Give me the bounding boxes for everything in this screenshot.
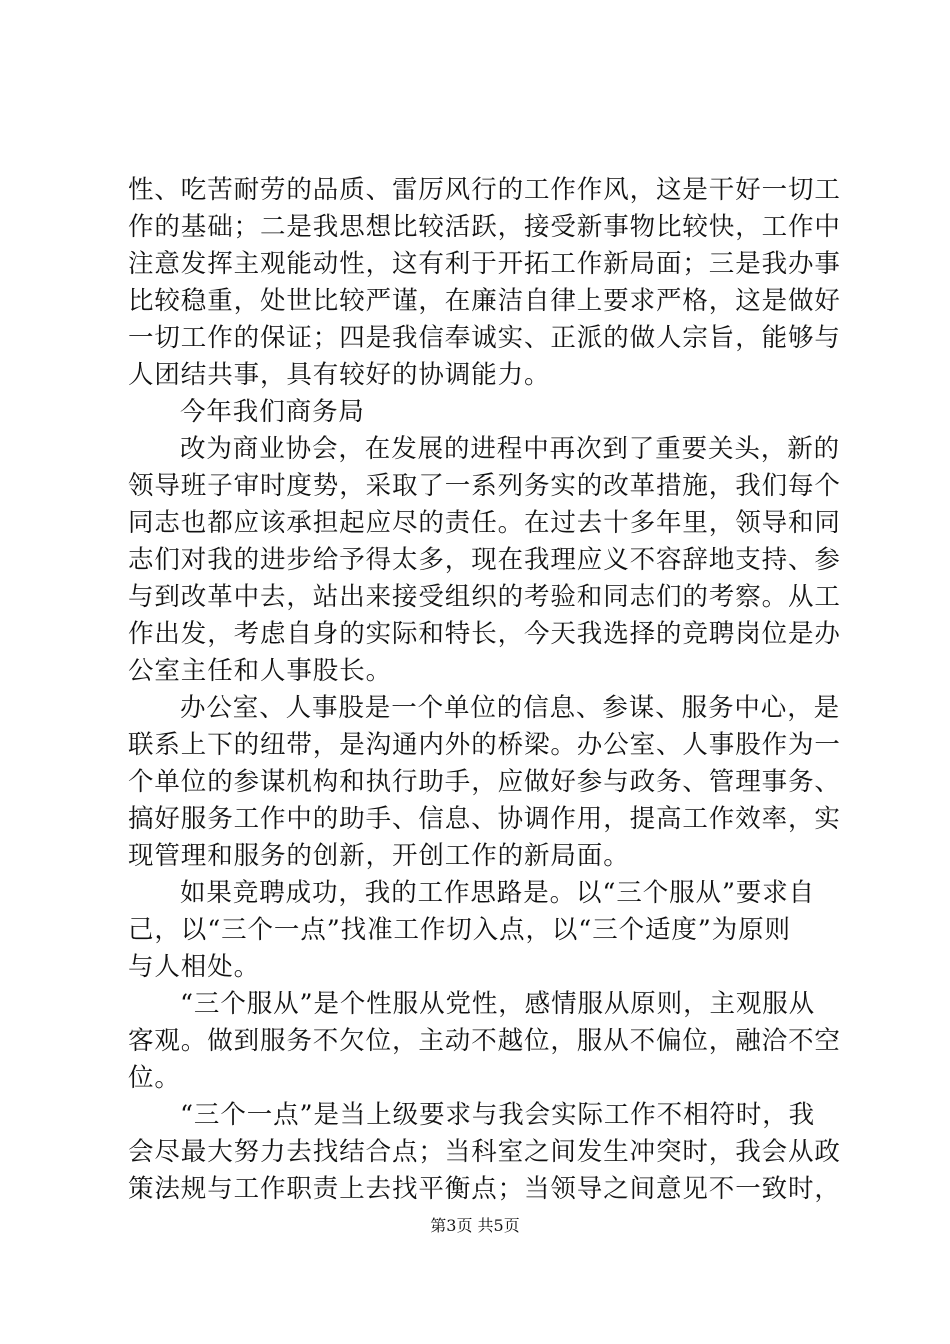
text-line-16: 联系上下的纽带，是沟通内外的桥梁。办公室、人事股作为一	[128, 730, 841, 760]
text-line-21: 己，以“三个一点”找准工作切入点，以“三个适度”为原则	[128, 915, 791, 945]
text-line-3: 注意发挥主观能动性，这有利于开拓工作新局面；三是我办事	[128, 249, 841, 279]
text-line-20: 如果竞聘成功，我的工作思路是。以“三个服从”要求自	[180, 878, 816, 908]
text-line-17: 个单位的参谋机构和执行助手，应做好参与政务、管理事务、	[128, 767, 841, 797]
text-line-14: 公室主任和人事股长。	[128, 656, 393, 686]
text-line-12: 与到改革中去，站出来接受组织的考验和同志们的考察。从工	[128, 582, 841, 612]
text-line-10: 同志也都应该承担起应尽的责任。在过去十多年里，领导和同	[128, 508, 841, 538]
text-line-2: 作的基础；二是我思想比较活跃，接受新事物比较快，工作中	[128, 212, 841, 242]
text-line-5: 一切工作的保证；四是我信奉诚实、正派的做人宗旨，能够与	[128, 323, 841, 353]
text-line-7: 今年我们商务局	[180, 397, 365, 427]
text-line-19: 现管理和服务的创新，开创工作的新局面。	[128, 841, 630, 871]
text-line-26: “三个一点”是当上级要求与我会实际工作不相符时，我	[180, 1100, 816, 1130]
page-number-footer: 第3页 共5页	[430, 1216, 520, 1235]
text-line-1: 性、吃苦耐劳的品质、雷厉风行的工作作风，这是干好一切工	[128, 175, 841, 205]
text-line-4: 比较稳重，处世比较严谨，在廉洁自律上要求严格，这是做好	[128, 286, 841, 316]
text-line-6: 人团结共事，具有较好的协调能力。	[128, 360, 551, 390]
text-line-18: 搞好服务工作中的助手、信息、协调作用，提高工作效率，实	[128, 804, 841, 834]
text-line-13: 作出发，考虑自身的实际和特长，今天我选择的竞聘岗位是办	[128, 619, 841, 649]
text-line-25: 位。	[128, 1063, 181, 1093]
text-line-27: 会尽最大努力去找结合点；当科室之间发生冲突时，我会从政	[128, 1137, 841, 1167]
text-line-9: 领导班子审时度势，采取了一系列务实的改革措施，我们每个	[128, 471, 841, 501]
text-line-8: 改为商业协会，在发展的进程中再次到了重要关头，新的	[180, 434, 841, 464]
text-line-24: 客观。做到服务不欠位，主动不越位，服从不偏位，融洽不空	[128, 1026, 841, 1056]
text-line-15: 办公室、人事股是一个单位的信息、参谋、服务中心，是	[180, 693, 841, 723]
text-line-22: 与人相处。	[128, 952, 261, 982]
text-line-11: 志们对我的进步给予得太多，现在我理应义不容辞地支持、参	[128, 545, 841, 575]
text-line-23: “三个服从”是个性服从党性，感情服从原则，主观服从	[180, 989, 816, 1019]
text-line-28: 策法规与工作职责上去找平衡点；当领导之间意见不一致时，	[128, 1174, 841, 1204]
